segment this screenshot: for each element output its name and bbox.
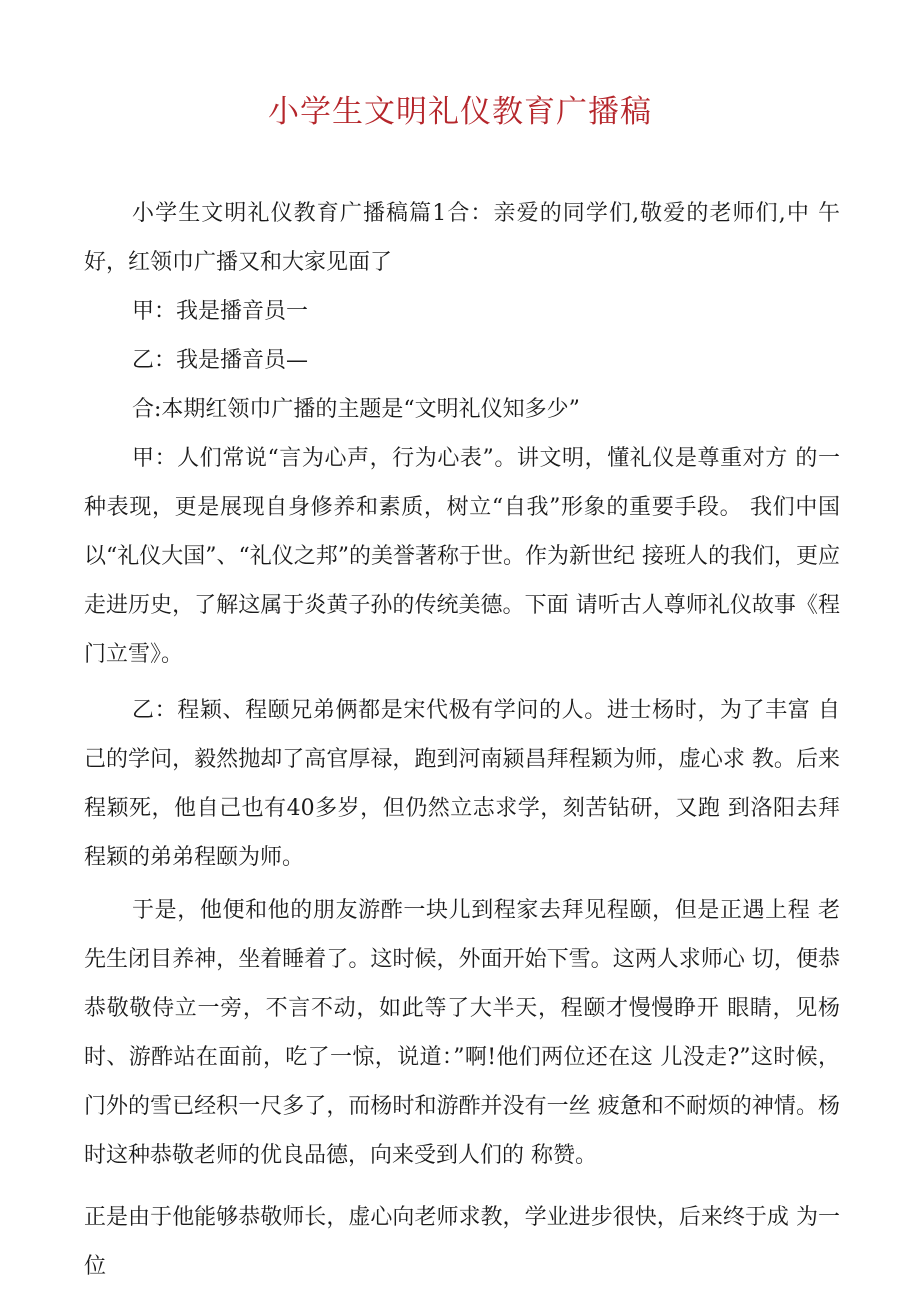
paragraph-etiquette: 甲：人们常说“言为心声，行为心表”。讲文明，懂礼仪是尊重对方 的一种表现，更是展现自身修养和素质，树立“自我”形象的重要手段。 我们中国以“礼仪大国”、“礼仪之邦”的美誉著称于世。作为新世纪 接班人的我们，更应走进历史，了解这属于炎黄子孙的传统美德。下面 请听古人尊师礼仪故事《程门立雪》。 [84, 446, 840, 667]
paragraph-announcer-a: 甲：我是播音员一 [132, 299, 309, 324]
document-title: 小学生文明礼仪教育广播稿 [268, 94, 652, 130]
paragraph-intro: 小学生文明礼仪教育广播稿篇1合：亲爱的同学们,敬爱的老师们,中 午好，红领巾广播又和大家见面了 [84, 201, 840, 275]
paragraph-conclusion: 正是由于他能够恭敬师长，虚心向老师求教，学业进步很快，后来终于成 为一位 [84, 1205, 840, 1279]
paragraph-standing-in-snow: 于是，他便和他的朋友游酢一块儿到程家去拜见程颐，但是正遇上程 老先生闭目养神，坐着睡着了。这时候，外面开始下雪。这两人求师心 切，便恭恭敬敬侍立一旁，不言不动，如此等了大半天，程颐才慢慢睁开 眼睛，见杨时、游酢站在面前，吃了一惊，说道：”啊!他们两位还在这 儿没走?”这时候，门外的雪已经积一尺多了，而杨时和游酢并没有一丝 疲惫和不耐烦的神情。杨时这种恭敬老师的优良品德，向来受到人们的 称赞。 [84, 898, 840, 1168]
paragraph-announcer-b: 乙：我是播音员— [132, 348, 309, 373]
paragraph-theme: 合:本期红领巾广播的主题是“文明礼仪知多少” [132, 397, 580, 422]
paragraph-cheng-brothers: 乙：程颖、程颐兄弟俩都是宋代极有学问的人。进士杨时，为了丰富 自己的学问，毅然抛却了高官厚禄，跑到河南颍昌拜程颖为师，虚心求 教。后来程颖死，他自己也有40多岁，但仍然立志求学，刻苦钻研，又跑 到洛阳去拜程颖的弟弟程颐为师。 [84, 698, 840, 870]
